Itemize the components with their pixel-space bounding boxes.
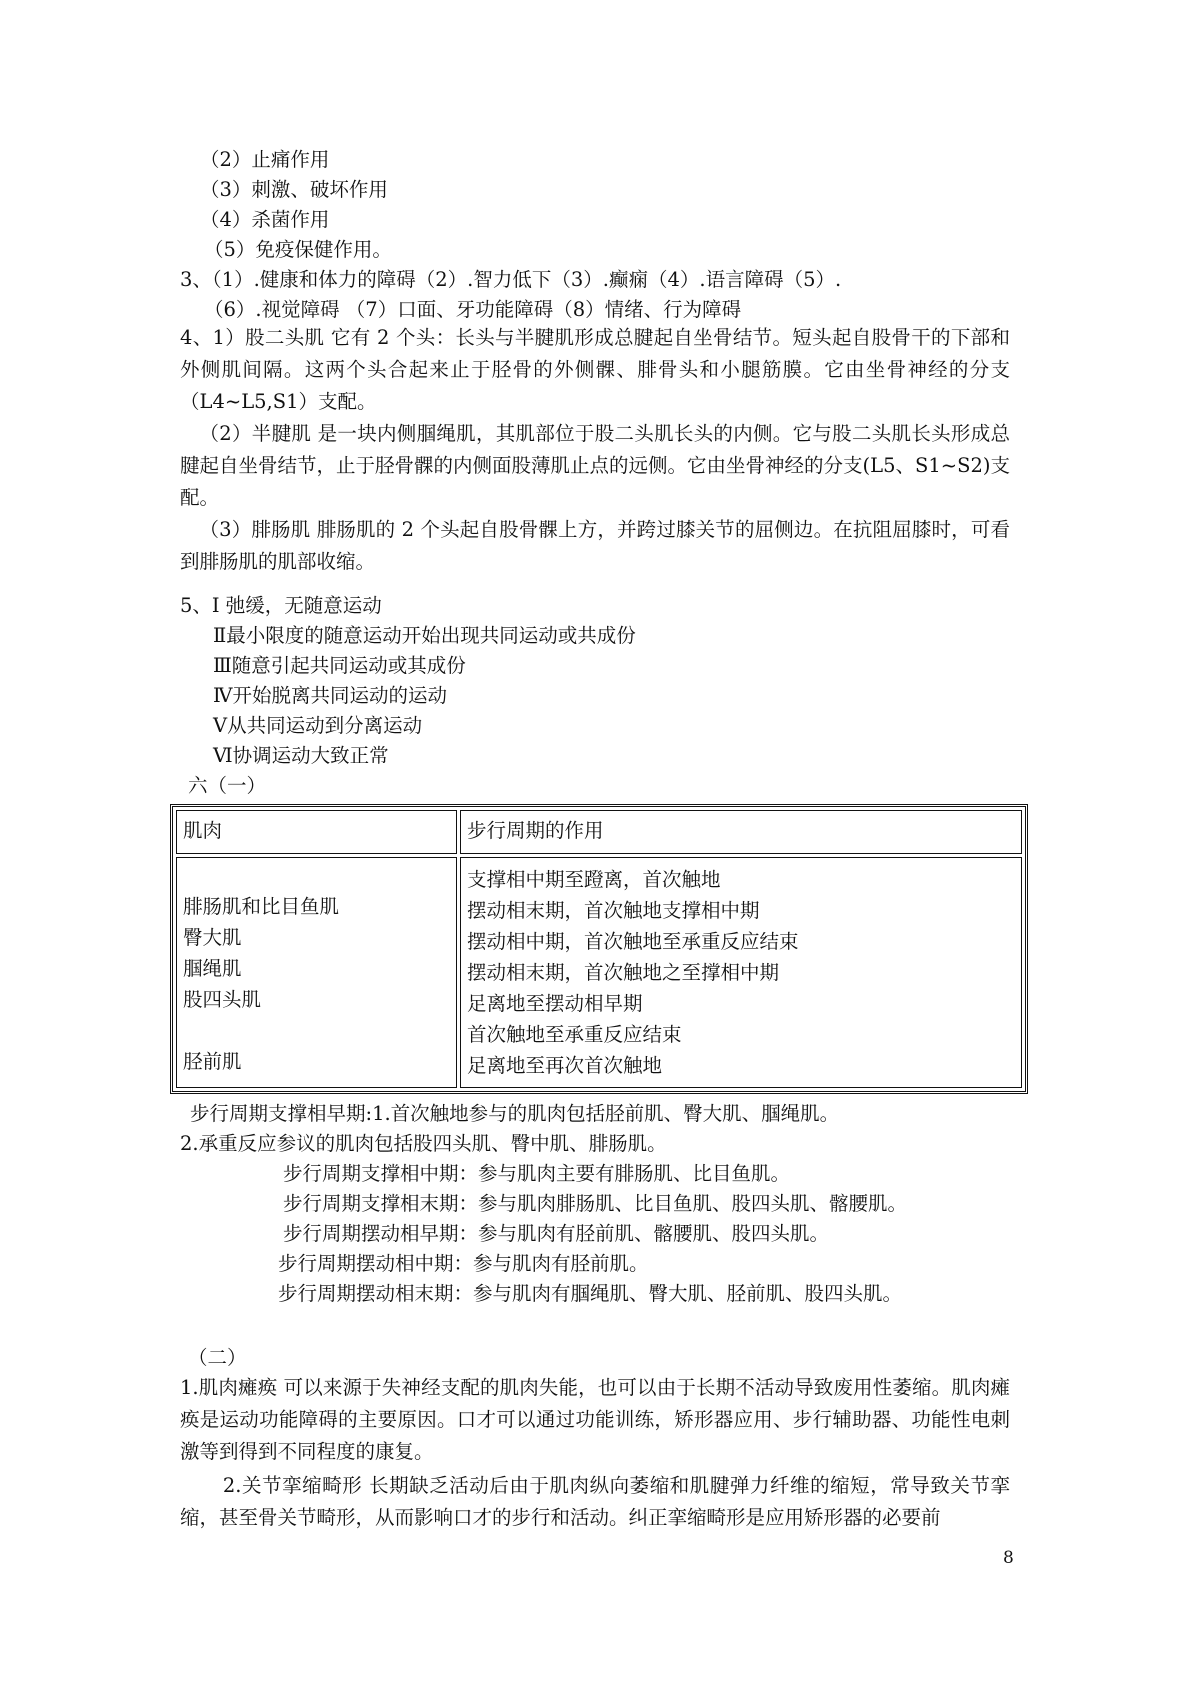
section-heading: 六（一） (188, 774, 267, 797)
list-item: （4）杀菌作用 (200, 208, 330, 231)
gait-phase: 步行周期支撑相末期：参与肌肉腓肠肌、比目鱼肌、股四头肌、髂腰肌。 (283, 1192, 908, 1215)
stage-item: Ⅳ开始脱离共同运动的运动 (213, 684, 447, 707)
gait-phase: 步行周期摆动相末期：参与肌肉有腘绳肌、臀大肌、胫前肌、股四头肌。 (278, 1282, 903, 1305)
table-row (176, 857, 1022, 1088)
function-list-cell (460, 857, 1022, 1088)
section-heading: （二） (188, 1346, 247, 1369)
table-cell (183, 1015, 450, 1046)
muscle-gait-table (170, 804, 1028, 1094)
gait-phase: 步行周期摆动相中期：参与肌肉有胫前肌。 (278, 1252, 649, 1275)
table-cell: 胫前肌 (183, 1050, 242, 1073)
gait-phase: 步行周期支撑相中期：参与肌肉主要有腓肠肌、比目鱼肌。 (283, 1162, 791, 1185)
table-header-cell: 肌肉 (176, 810, 457, 854)
stage-item: Ⅴ从共同运动到分离运动 (213, 714, 423, 737)
table-cell: 腓肠肌和比目鱼肌 (183, 895, 340, 918)
table-cell: 首次触地至承重反应结束 (467, 1023, 682, 1046)
item4-paragraph-1: 4、1）股二头肌 它有 2 个头：长头与半腱肌形成总腱起自坐骨结节。短头起自股骨干的下部和外侧肌间隔。这两个头合起来止于胫骨的外侧髁、腓骨头和小腿筋膜。它由坐骨神经的分支（L4~L5,S1）支配。 (180, 326, 1010, 413)
item3-line2: （6）.视觉障碍 （7）口面、牙功能障碍（8）情绪、行为障碍 (204, 298, 742, 321)
table-cell: 摆动相末期，首次触地之至撑相中期 (467, 961, 780, 984)
list-item: （2）止痛作用 (200, 148, 330, 171)
table-cell: 腘绳肌 (183, 957, 242, 980)
item4-paragraph-3: （3）腓肠肌 腓肠肌的 2 个头起自股骨髁上方，并跨过膝关节的屈侧边。在抗阻屈膝时，可看到腓肠肌的肌部收缩。 (180, 518, 1010, 573)
table-cell: 摆动相中期，首次触地至承重反应结束 (467, 930, 799, 953)
table-cell: 摆动相末期，首次触地支撑相中期 (467, 899, 760, 922)
part2-paragraph-1: 1.肌肉瘫痪 可以来源于失神经支配的肌肉失能，也可以由于长期不活动导致废用性萎缩。肌肉瘫痪是运动功能障碍的主要原因。口才可以通过功能训练，矫形器应用、步行辅助器、功能性电刺激等到得到不同程度的康复。 (180, 1376, 1010, 1463)
page-number: 8 (1003, 1548, 1014, 1568)
item5-line1: 5、I 弛缓，无随意运动 (180, 594, 382, 617)
table-cell: 股四头肌 (183, 988, 262, 1011)
table-cell: 足离地至摆动相早期 (467, 992, 643, 1015)
gait-line: 步行周期支撑相早期:1.首次触地参与的肌肉包括胫前肌、臀大肌、腘绳肌。 (190, 1102, 840, 1125)
gait-line: 2.承重反应参议的肌肉包括股四头肌、臀中肌、腓肠肌。 (180, 1132, 667, 1155)
table-header-row (176, 810, 1022, 854)
table-cell: 臀大肌 (183, 926, 242, 949)
table-header-cell: 步行周期的作用 (460, 810, 1022, 854)
item4-paragraph-2: （2）半腱肌 是一块内侧腘绳肌，其肌部位于股二头肌长头的内侧。它与股二头肌长头形成总腱起自坐骨结节，止于胫骨髁的内侧面股薄肌止点的远侧。它由坐骨神经的分支(L5、S1~S2)支配。 (180, 422, 1010, 509)
muscle-list-cell (176, 857, 457, 1088)
stage-item: Ⅵ协调运动大致正常 (213, 744, 389, 767)
list-item: （5）免疫保健作用。 (204, 238, 392, 261)
table-cell: 支撑相中期至蹬离，首次触地 (467, 868, 721, 891)
gait-phase: 步行周期摆动相早期：参与肌肉有胫前肌、髂腰肌、股四头肌。 (283, 1222, 830, 1245)
table-cell: 足离地至再次首次触地 (467, 1054, 663, 1077)
item3-line1: 3、（1）.健康和体力的障碍（2）.智力低下（3）.癫痫（4）.语言障碍（5）. (180, 268, 842, 291)
part2-paragraph-2: 2.关节挛缩畸形 长期缺乏活动后由于肌肉纵向萎缩和肌腱弹力纤维的缩短，常导致关节挛缩，甚至骨关节畸形，从而影响口才的步行和活动。纠正挛缩畸形是应用矫形器的必要前 (180, 1474, 1010, 1529)
list-item: （3）刺激、破坏作用 (200, 178, 388, 201)
stage-item: Ⅱ最小限度的随意运动开始出现共同运动或共成份 (213, 624, 636, 647)
stage-item: Ⅲ随意引起共同运动或其成份 (213, 654, 466, 677)
